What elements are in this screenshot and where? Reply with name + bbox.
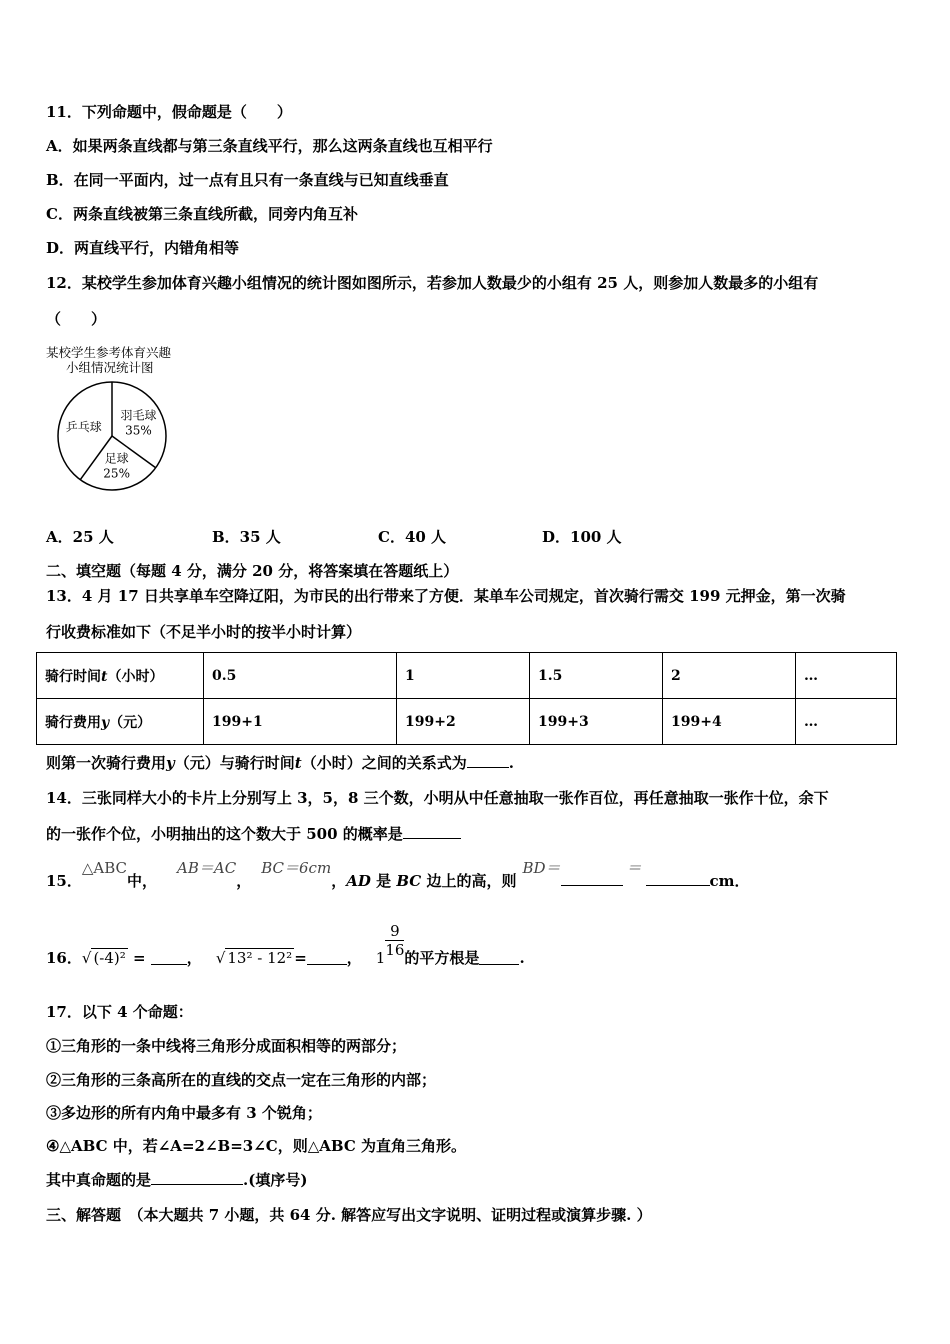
answer-blank[interactable] xyxy=(479,950,519,965)
q11-option-d: D．两直线平行，内错角相等 xyxy=(46,239,240,257)
row-header-time: 骑行时间t（小时） xyxy=(37,653,204,699)
pie-slice-label: 乒乓球 xyxy=(65,419,102,434)
q11-option-c: C．两条直线被第三条直线所截，同旁内角互补 xyxy=(46,205,358,223)
pie-slice-label: 羽毛球 xyxy=(120,408,157,423)
table-cell: 1 xyxy=(397,653,530,699)
q13-line1: 13．4 月 17 日共享单车空降辽阳，为市民的出行带来了方便．某单车公司规定，首次骑行需交 199 元押金，第一次骑 xyxy=(46,587,846,605)
table-row xyxy=(37,653,897,699)
mixed-fraction: $\frac{9}{16}$ xyxy=(385,922,405,959)
answer-blank[interactable] xyxy=(561,871,623,886)
q11-stem: 11．下列命题中，假命题是（ ） xyxy=(46,103,292,121)
q11-option-b: B．在同一平面内，过一点有且只有一条直线与已知直线垂直 xyxy=(46,171,449,189)
table-cell: … xyxy=(796,699,897,745)
q17-stem: 17．以下 4 个命题： xyxy=(46,1003,193,1021)
answer-blank[interactable] xyxy=(151,1170,243,1185)
row-header-fee: 骑行费用y（元） xyxy=(37,699,204,745)
q12-option-c: C．40 人 xyxy=(378,528,447,546)
table-cell: 1.5 xyxy=(530,653,663,699)
answer-blank[interactable] xyxy=(403,824,461,839)
q17-item-1: ①三角形的一条中线将三角形分成面积相等的两部分； xyxy=(46,1037,407,1055)
table-cell: 2 xyxy=(663,653,796,699)
pie-chart xyxy=(56,380,176,495)
table-cell: 199+2 xyxy=(397,699,530,745)
table-cell: … xyxy=(796,653,897,699)
q15-line: 15．△ABC中，AB＝AC，BC＝6cm，AD 是 BC 边上的高，则BD＝ ＝cm． xyxy=(46,859,750,890)
q12-paren: （ ） xyxy=(46,310,107,328)
answer-blank[interactable] xyxy=(307,950,347,965)
pie-slice-percent: 25% xyxy=(103,466,130,481)
q17-item-3: ③多边形的所有内角中最多有 3 个锐角； xyxy=(46,1104,322,1122)
q17-item-2: ②三角形的三条高所在的直线的交点一定在三角形的内部； xyxy=(46,1071,437,1089)
table-cell: 199+4 xyxy=(663,699,796,745)
pie-slice-percent: 35% xyxy=(125,423,152,438)
answer-blank[interactable] xyxy=(151,950,187,965)
q17-item-4: ④△ABC 中，若∠A=2∠B=3∠C，则△ABC 为直角三角形。 xyxy=(46,1137,467,1155)
q13-answer-line: 则第一次骑行费用y（元）与骑行时间t（小时）之间的关系式为 . xyxy=(46,754,514,772)
chart-title-line1: 某校学生参考体育兴趣 xyxy=(46,345,172,360)
q12-option-b: B．35 人 xyxy=(212,528,281,546)
answer-blank[interactable] xyxy=(467,753,509,768)
table-cell: 199+3 xyxy=(530,699,663,745)
q14-line2: 的一张作个位，小明抽出的这个数大于 500 的概率是 xyxy=(46,824,461,844)
section3-heading: 三、解答题 （本大题共 7 小题，共 64 分. 解答应写出文字说明、证明过程或演算步骤. ） xyxy=(46,1206,652,1224)
q12-option-a: A．25 人 xyxy=(46,528,114,546)
answer-blank[interactable] xyxy=(646,871,710,886)
table-cell: 199+1 xyxy=(204,699,397,745)
sqrt-expression-2: √ 13² - 12² xyxy=(215,948,293,967)
section2-heading: 二、填空题（每题 4 分，满分 20 分，将答案填在答题纸上） xyxy=(46,562,459,580)
q12-stem: 12．某校学生参加体育兴趣小组情况的统计图如图所示，若参加人数最少的小组有 25 人，则参加人数最多的小组有 xyxy=(46,274,819,292)
sqrt-expression-1: √ (-4)² xyxy=(81,948,126,967)
chart-title-line2: 小组情况统计图 xyxy=(66,360,154,375)
q11-option-a: A．如果两条直线都与第三条直线平行，那么这两条直线也互相平行 xyxy=(46,137,493,155)
table-row xyxy=(37,699,897,745)
q13-line2: 行收费标准如下（不足半小时的按半小时计算） xyxy=(46,623,362,641)
q14-line1: 14．三张同样大小的卡片上分别写上 3，5，8 三个数，小明从中任意抽取一张作百位，再任意抽取一张作十位，余下 xyxy=(46,789,829,807)
table-cell: 0.5 xyxy=(204,653,397,699)
q16-line: 16．√ (-4)² = ， √ 13² - 12² = ， 1 $\frac{9}{16}$ 的平方根是 . xyxy=(46,922,525,967)
fee-table xyxy=(36,652,897,745)
pie-slice-label: 足球 xyxy=(104,451,129,466)
q12-option-d: D．100 人 xyxy=(542,528,622,546)
q17-answer-line: 其中真命题的是 .(填序号) xyxy=(46,1171,308,1189)
